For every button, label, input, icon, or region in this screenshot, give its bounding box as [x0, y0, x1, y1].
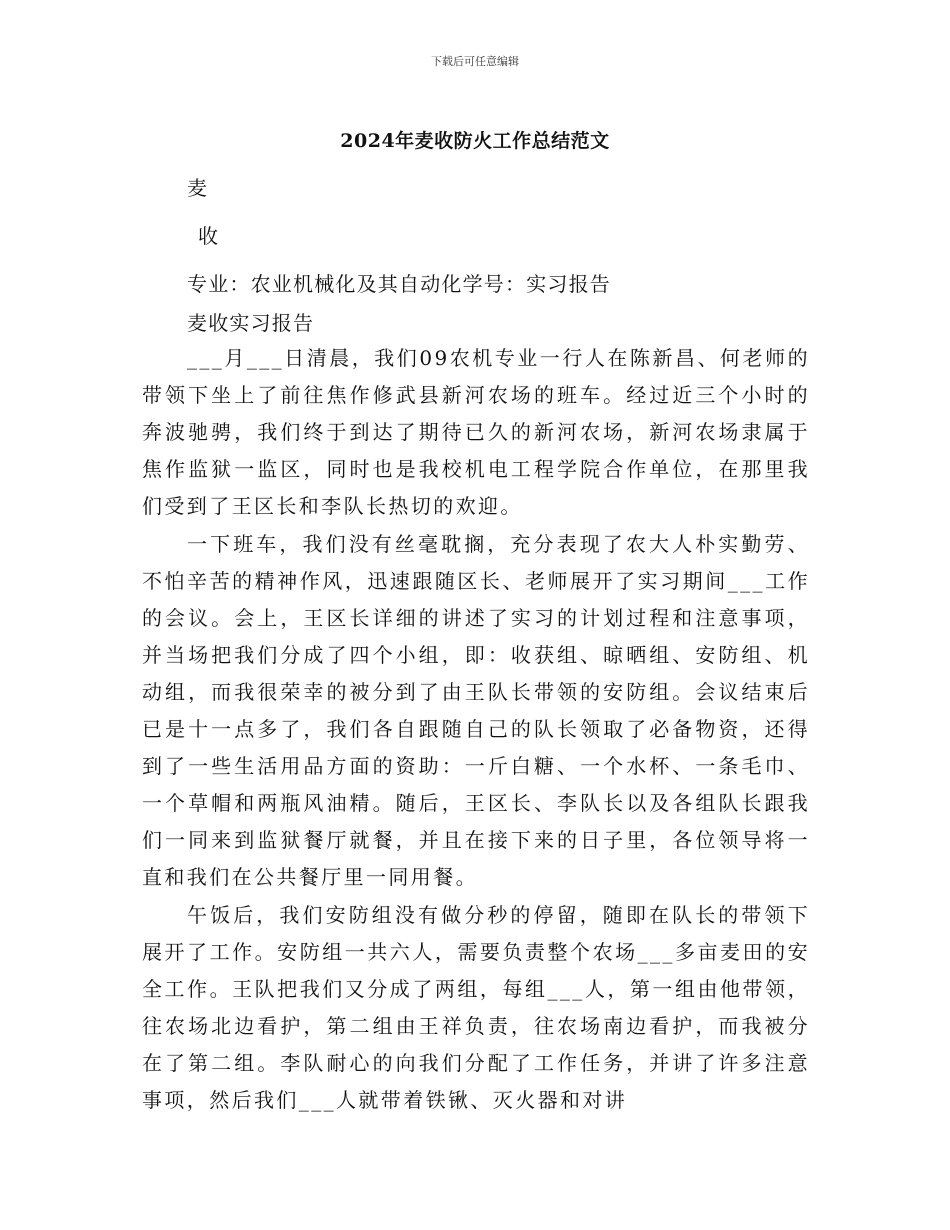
- body-paragraph: 午饭后，我们安防组没有做分秒的停留，随即在队长的带领下展开了工作。安防组一共六人，需要负责整个农场___多亩麦田的安全工作。王队把我们又分成了两组，每组___人，第一组由他带领，往农场北边看护，第二组由王祥负责，往农场南边看护，而我被分在了第二组。李队耐心的向我们分配了工作任务，并讲了许多注意事项，然后我们___人就带着铁锹、灭火器和对讲: [142, 903, 810, 1112]
- page-header-note: 下载后可任意编辑: [431, 55, 519, 68]
- text-line-major: 专业：农业机械化及其自动化学号：实习报告: [187, 272, 611, 296]
- body-paragraph: 一下班车，我们没有丝毫耽搁，充分表现了农大人朴实勤劳、不怕辛苦的精神作风，迅速跟随区长、老师展开了实习期间___工作的会议。会上，王区长详细的讲述了实习的计划过程和注意事项，并当场把我们分成了四个小组，即：收获组、晾晒组、安防组、机动组，而我很荣幸的被分到了由王队长带领的安防组。会议结束后已是十一点多了，我们各自跟随自己的队长领取了必备物资，还得到了一些生活用品方面的资助：一斤白糖、一个水杯、一条毛巾、一个草帽和两瓶风油精。随后，王区长、李队长以及各组队长跟我们一同来到监狱餐厅就餐，并且在接下来的日子里，各位领导将一直和我们在公共餐厅里一同用餐。: [142, 532, 810, 889]
- document-body: [142, 340, 810, 1119]
- text-line-mai: 麦: [187, 176, 207, 200]
- body-paragraph: ___月___日清晨，我们09农机专业一行人在陈新昌、何老师的带领下坐上了前往焦作修武县新河农场的班车。经过近三个小时的奔波驰骋，我们终于到达了期待已久的新河农场，新河农场隶属于焦作监狱一监区，同时也是我校机电工程学院合作单位，在那里我们受到了王区长和李队长热切的欢迎。: [142, 346, 810, 518]
- document-title: 2024年麦收防火工作总结范文: [340, 130, 610, 152]
- text-line-shou: 收: [198, 224, 218, 248]
- text-line-report-title: 麦收实习报告: [187, 311, 315, 335]
